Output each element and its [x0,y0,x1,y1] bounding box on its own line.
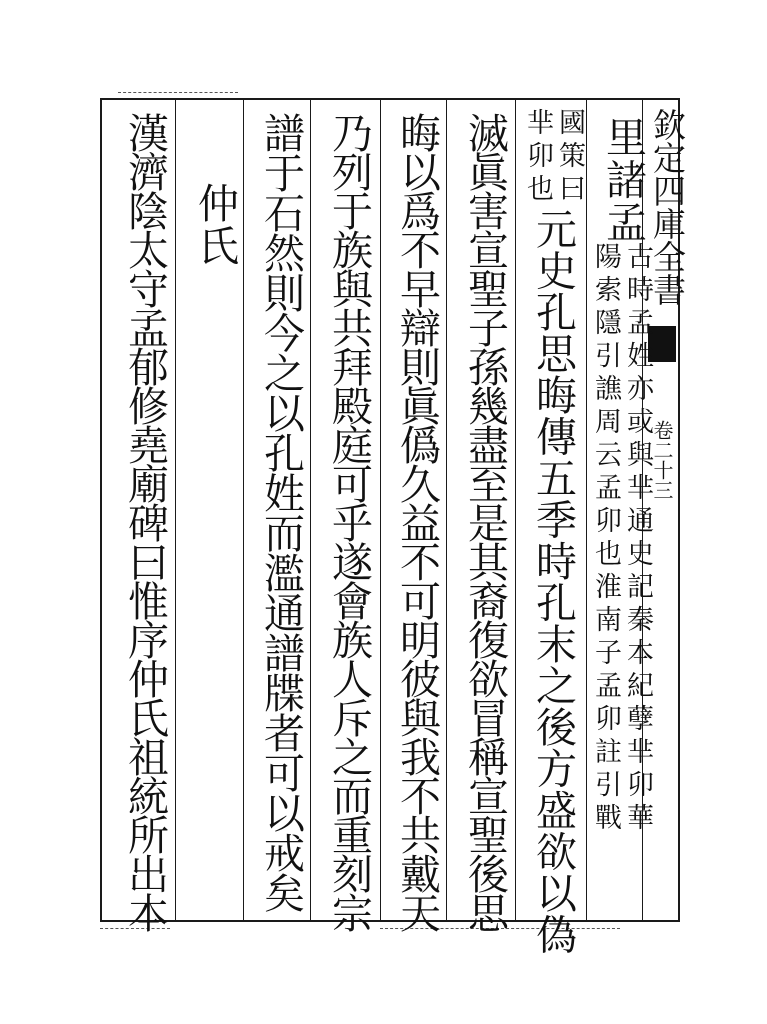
text-column-8-main: 漢濟陰太守孟郁修堯廟碑曰惟序仲氏祖統所出本 [121,112,169,931]
column-rule-7 [175,98,176,922]
text-column-1-note-b: 陽索隱引譙周云孟卯也淮南子孟卯註引戰 [590,242,621,836]
section-heading-zhongshi: 仲氏 [191,182,239,267]
text-column-2-main: 元史孔思晦傳五季時孔末之後方盛欲以偽 [529,208,577,955]
column-rule-2 [515,98,516,922]
text-column-2-note-a: 國策曰 [554,108,585,207]
column-rule-4 [380,98,381,922]
text-column-6-main: 譜于石然則今之以孔姓而濫通譜牒者可以戒矣 [257,112,305,912]
text-column-1-note-a: 古時孟姓亦或與芈通史記秦本紀孽芈卯華 [622,242,653,836]
text-column-5-main: 乃列于族與共拜殿庭可乎遂會族人斥之而重刻宗 [325,112,373,931]
juan-label: 卷二十三 [650,420,674,500]
text-column-4-main: 晦以爲不早辯則眞僞久益不可明彼與我不共戴天 [393,112,441,931]
top-edge-mark [118,92,238,93]
book-title: 欽定四庫全書 [648,108,687,306]
text-column-2-note-b: 芈卯也 [522,108,553,207]
text-column-3-main: 滅眞害宣聖子孫幾盡至是其裔復欲冒稱宣聖後思 [461,112,509,931]
text-column-1-main: 里諸孟 [599,116,647,244]
